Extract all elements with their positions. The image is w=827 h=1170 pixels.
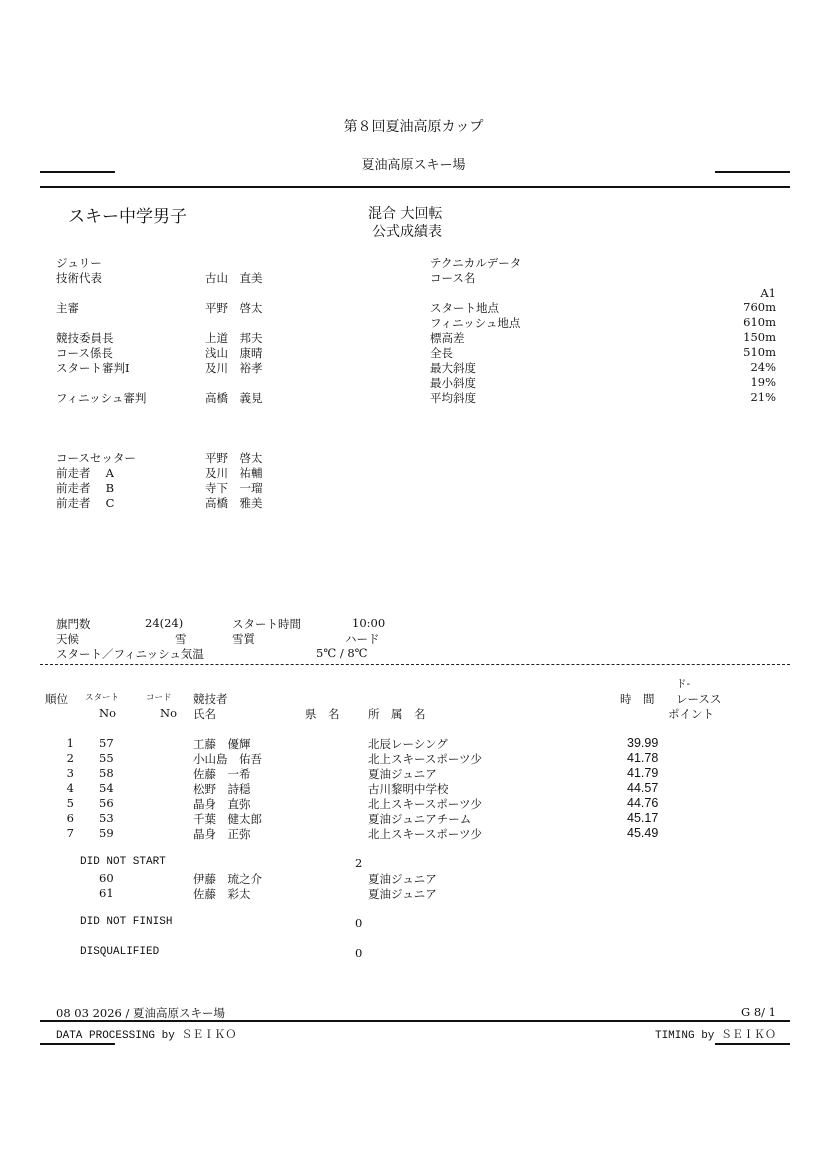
jury-name: 古山 直美 <box>205 271 263 285</box>
setter-role: 前走者 C <box>56 496 115 510</box>
club-header: 所 属 名 <box>368 707 426 721</box>
name-cell: 晶身 正弥 <box>193 827 251 841</box>
bib-cell: 60 <box>99 871 114 885</box>
weather-value: 雪 <box>175 632 187 646</box>
time-cell: 44.76 <box>627 796 659 810</box>
data-processing-credit: DATA PROCESSING by ＳＥＩＫＯ <box>56 1030 237 1042</box>
conditions-divider <box>40 664 790 665</box>
setter-name: 及川 祐輔 <box>205 466 263 480</box>
club-cell: 夏油ジュニアチーム <box>368 812 472 826</box>
club-cell: 夏油ジュニア <box>368 887 437 901</box>
time-cell: 41.79 <box>627 766 659 780</box>
course-label: コース名 <box>430 271 476 285</box>
setter-name: 平野 啓太 <box>205 451 263 465</box>
bib-cell: 58 <box>99 766 114 780</box>
jury-role: 競技委員長 <box>56 331 114 345</box>
venue-name: 夏油高原スキー場 <box>361 158 466 173</box>
dns-count: 2 <box>355 856 363 870</box>
jury-name: 高橋 義見 <box>205 391 263 405</box>
dsq-label: DISQUALIFIED <box>80 946 160 958</box>
setter-role: コースセッター <box>56 451 136 465</box>
club-cell: 北上スキースポーツ少 <box>368 752 482 766</box>
club-cell: 北辰レーシング <box>368 737 448 751</box>
code-no-header: No <box>160 706 177 720</box>
name-cell: 佐藤 一希 <box>193 767 251 781</box>
points-header-2: レースス <box>676 692 722 706</box>
jury-name: 浅山 康晴 <box>205 346 263 360</box>
start-time-label: スタート時間 <box>232 617 301 631</box>
name-cell: 松野 詩穏 <box>193 782 251 796</box>
temperature-label: スタート／フィニッシュ気温 <box>56 647 204 661</box>
name-cell: 工藤 優輝 <box>193 737 251 751</box>
category-title: スキー中学男子 <box>68 207 187 226</box>
jury-role: スタート審判Ⅰ <box>56 361 130 375</box>
official-results-title: 公式成績表 <box>372 224 442 240</box>
name-header: 氏名 <box>193 707 216 721</box>
bib-cell: 56 <box>99 796 114 810</box>
rank-cell: 7 <box>66 826 74 840</box>
club-cell: 北上スキースポーツ少 <box>368 797 482 811</box>
bib-cell: 54 <box>99 781 114 795</box>
snow-value: ハード <box>345 632 380 646</box>
start-time-value: 10:00 <box>352 616 386 630</box>
footer-rule-left <box>40 1043 115 1045</box>
bib-cell: 55 <box>99 751 114 765</box>
name-cell: 伊藤 琉之介 <box>193 872 262 886</box>
club-cell: 北上スキースポーツ少 <box>368 827 482 841</box>
club-cell: 夏油ジュニア <box>368 767 437 781</box>
code-header: コード <box>146 693 172 703</box>
time-cell: 44.57 <box>627 781 659 795</box>
time-cell: 41.78 <box>627 751 659 765</box>
technical-label: 最小斜度 <box>430 376 476 390</box>
jury-role: 主審 <box>56 301 79 315</box>
technical-label: 全長 <box>430 346 453 360</box>
bib-cell: 53 <box>99 811 114 825</box>
setter-name: 高橋 雅美 <box>205 496 263 510</box>
jury-role: 技術代表 <box>56 271 102 285</box>
start-header: スタート <box>85 693 120 703</box>
jury-name: 平野 啓太 <box>205 301 263 315</box>
jury-name: 及川 裕孝 <box>205 361 263 375</box>
setter-name: 寺下 一瑠 <box>205 481 263 495</box>
dnf-label: DID NOT FINISH <box>80 916 173 928</box>
points-header-1: ド- <box>676 678 691 690</box>
event-title: 第８回夏油高原カップ <box>343 119 484 135</box>
jury-heading: ジュリー <box>56 256 102 270</box>
table-row <box>0 781 827 796</box>
rank-cell: 3 <box>66 766 74 780</box>
temperature-value: 5℃ / 8℃ <box>316 646 368 660</box>
time-cell: 45.17 <box>627 811 659 825</box>
club-cell: 古川黎明中学校 <box>368 782 449 796</box>
table-row <box>0 751 827 766</box>
table-row <box>0 766 827 781</box>
footer-page: G 8/ 1 <box>740 1005 776 1019</box>
name-cell: 小山島 佑吾 <box>193 752 262 766</box>
technical-value: 610m <box>743 315 776 329</box>
name-cell: 千葉 健太郎 <box>193 812 262 826</box>
technical-value: 760m <box>743 300 776 314</box>
technical-heading: テクニカルデータ <box>430 256 522 270</box>
technical-label: 最大斜度 <box>430 361 476 375</box>
dsq-count: 0 <box>355 946 363 960</box>
gates-label: 旗門数 <box>56 617 91 631</box>
name-cell: 晶身 直弥 <box>193 797 251 811</box>
technical-label: フィニッシュ地点 <box>430 316 521 330</box>
dnf-count: 0 <box>355 916 363 930</box>
technical-label: 平均斜度 <box>430 391 476 405</box>
name-cell: 佐藤 彩太 <box>193 887 251 901</box>
setter-role: 前走者 B <box>56 481 115 495</box>
time-header: 時 間 <box>620 692 655 706</box>
rank-cell: 5 <box>66 796 74 810</box>
footer-date-venue: 08 03 2026 / 夏油高原スキー場 <box>56 1006 226 1020</box>
rank-cell: 4 <box>66 781 74 795</box>
discipline-title: 混合 大回転 <box>368 206 443 222</box>
snow-label: 雪質 <box>232 632 255 646</box>
weather-label: 天候 <box>56 632 79 646</box>
dns-row <box>0 871 827 886</box>
rank-header: 順位 <box>45 692 68 706</box>
bib-cell: 59 <box>99 826 114 840</box>
time-cell: 39.99 <box>627 736 659 750</box>
technical-label: スタート地点 <box>430 301 499 315</box>
bib-cell: 61 <box>99 886 114 900</box>
points-header-3: ポイント <box>668 707 714 721</box>
dns-label: DID NOT START <box>80 856 166 868</box>
table-row <box>0 796 827 811</box>
bib-cell: 57 <box>99 736 114 750</box>
table-row <box>0 736 827 751</box>
time-cell: 45.49 <box>627 826 659 840</box>
footer-divider <box>40 1020 790 1022</box>
technical-value: 21% <box>750 390 776 404</box>
setter-role: 前走者 A <box>56 466 114 480</box>
header-divider <box>40 186 790 188</box>
competitor-header: 競技者 <box>193 692 228 706</box>
dns-row <box>0 886 827 901</box>
jury-role: コース係長 <box>56 346 113 360</box>
rank-cell: 6 <box>66 811 74 825</box>
technical-value: 150m <box>743 330 776 344</box>
gates-value: 24(24) <box>145 616 184 630</box>
jury-name: 上道 邦夫 <box>205 331 263 345</box>
technical-value: 24% <box>750 360 776 374</box>
technical-value: 19% <box>750 375 776 389</box>
prefecture-header: 県 名 <box>305 707 340 721</box>
rank-cell: 1 <box>66 736 74 750</box>
club-cell: 夏油ジュニア <box>368 872 437 886</box>
rank-cell: 2 <box>66 751 74 765</box>
course-value: A1 <box>760 286 776 300</box>
jury-role: フィニッシュ審判 <box>56 391 147 405</box>
technical-label: 標高差 <box>430 331 465 345</box>
footer-rule-right <box>715 1043 790 1045</box>
table-row <box>0 826 827 841</box>
table-row <box>0 811 827 826</box>
technical-value: 510m <box>743 345 776 359</box>
start-no-header: No <box>99 706 116 720</box>
timing-credit: TIMING by ＳＥＩＫＯ <box>654 1030 776 1042</box>
